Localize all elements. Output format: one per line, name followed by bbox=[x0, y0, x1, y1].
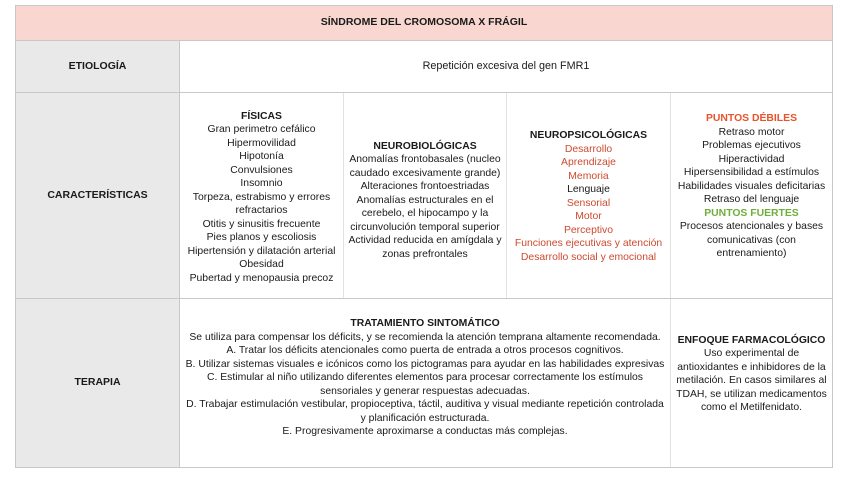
tratamiento-lines bbox=[186, 331, 665, 439]
neuropsicologicas-item: Memoria bbox=[568, 170, 609, 182]
tratamiento-line: C. Estimular al niño utilizando diferentes elementos para procesar correctamente los estímulos bbox=[206, 372, 644, 384]
tratamiento-line: A. Tratar los déficits atencionales como puerta de entrada a otros procesos cognitivos. bbox=[226, 345, 624, 357]
fisicas-item: Hipotonía bbox=[239, 151, 284, 163]
fisicas-item: Pies planos y escoliosis bbox=[206, 232, 317, 244]
fisicas-item: Insomnio bbox=[240, 178, 283, 190]
neuropsicologicas-item: Funciones ejecutivas y atención bbox=[514, 238, 663, 249]
neurobiologicas-item: cerebelo, el hipocampo y la bbox=[361, 208, 489, 220]
tratamiento-line: y planificación estructurada. bbox=[360, 412, 490, 424]
fisicas-list bbox=[188, 123, 336, 285]
tratamiento-line: B. Utilizar sistemas visuales e icónicos como los pictogramas para ayudar en las habilidades expresivas bbox=[185, 358, 665, 370]
fisicas-item: refractarios bbox=[235, 205, 288, 217]
neurobiologicas-item: zonas prefrontales bbox=[382, 248, 468, 260]
neuropsicologicas-item: Desarrollo bbox=[564, 143, 613, 155]
tratamiento-line: sensoriales y generar respuestas adecuadas. bbox=[320, 385, 530, 397]
fisicas-heading: FÍSICAS bbox=[241, 110, 282, 122]
punto-fuerte-line: comunicativas (con bbox=[707, 234, 796, 246]
puntos-cell bbox=[671, 93, 832, 298]
farmacologico-line: TDAH, se utilizan medicamentos bbox=[676, 388, 827, 400]
neurobiologicas-item: Anomalías frontobasales (nucleo bbox=[349, 154, 501, 166]
neurobiologicas-heading: NEUROBIOLÓGICAS bbox=[373, 140, 477, 152]
fisicas-cell bbox=[180, 93, 343, 298]
tratamiento-line: Se utiliza para compensar los déficits, y se recomienda la atención temprana altamente recomendada. bbox=[189, 331, 661, 343]
punto-debil-item: Problemas ejecutivos bbox=[702, 140, 801, 152]
neuropsicologicas-item: Sensorial bbox=[566, 197, 611, 209]
punto-debil-item: Retraso del lenguaje bbox=[703, 194, 800, 206]
table-title bbox=[16, 6, 832, 41]
farmacologico-line: antioxidantes e inhibidores de la bbox=[677, 361, 826, 373]
neuropsicologicas-cell bbox=[507, 93, 670, 298]
neurobiologicas-item: caudado excesivamente grande) bbox=[349, 167, 501, 179]
terapia-label bbox=[16, 299, 180, 467]
neurobiologicas-item: Actividad reducida en amígdala y bbox=[348, 235, 502, 247]
caracteristicas-label bbox=[16, 93, 180, 298]
fisicas-item: Gran perimetro cefálico bbox=[207, 124, 316, 136]
etiologia-label bbox=[16, 41, 180, 92]
tratamiento-line: E. Progresivamente aproximarse a conductas más complejas. bbox=[282, 426, 568, 438]
punto-debil-item: Hipersensibilidad a estímulos bbox=[683, 167, 820, 179]
puntos-debiles-list bbox=[678, 126, 825, 207]
punto-debil-item: Retraso motor bbox=[718, 126, 785, 138]
etiologia-value-text: Repetición excesiva del gen FMR1 bbox=[422, 59, 590, 72]
neuropsicologicas-item: Lenguaje bbox=[567, 184, 610, 195]
farmacologico-heading: ENFOQUE FARMACOLÓGICO bbox=[677, 334, 826, 346]
punto-debil-item: Habilidades visuales deficitarias bbox=[677, 180, 826, 192]
neuropsicologicas-list bbox=[515, 143, 662, 265]
table-title-text: SÍNDROME DEL CROMOSOMA X FRÁGIL bbox=[320, 16, 528, 29]
fisicas-item: Otitis y sinusitis frecuente bbox=[202, 218, 321, 230]
etiologia-label-text: ETIOLOGÍA bbox=[68, 59, 127, 72]
fisicas-item: Convulsiones bbox=[230, 164, 293, 176]
punto-debil-item: Hiperactividad bbox=[718, 153, 785, 165]
puntos-fuertes-list bbox=[680, 220, 823, 261]
neuropsicologicas-item: Aprendizaje bbox=[561, 157, 616, 168]
fisicas-item: Hipermovilidad bbox=[227, 137, 296, 149]
neurobiologicas-list bbox=[348, 153, 501, 261]
neurobiologicas-item: Alteraciones frontoestriadas bbox=[360, 181, 490, 193]
farmacologico-line: Uso experimental de bbox=[703, 348, 800, 359]
neurobiologicas-item: circunvolución temporal superior bbox=[350, 221, 500, 233]
fisicas-item: Hipertensión y dilatación arterial bbox=[187, 245, 336, 257]
punto-fuerte-line: entrenamiento) bbox=[716, 248, 787, 260]
fisicas-item: Pubertad y menopausia precoz bbox=[189, 272, 334, 284]
fisicas-item: Torpeza, estrabismo y errores bbox=[192, 191, 331, 203]
caracteristicas-label-text: CARACTERÍSTICAS bbox=[47, 188, 148, 201]
syndrome-table bbox=[15, 5, 833, 468]
neuropsicologicas-item: Desarrollo social y emocional bbox=[520, 251, 657, 263]
tratamiento-heading: TRATAMIENTO SINTOMÁTICO bbox=[350, 318, 500, 330]
neurobiologicas-item: Anomalías estructurales en el bbox=[356, 194, 494, 206]
etiologia-value bbox=[180, 41, 832, 92]
farmacologico-line: metilación. En casos similares al bbox=[676, 375, 827, 386]
enfoque-farmacologico-cell bbox=[671, 299, 832, 467]
neuropsicologicas-item: Perceptivo bbox=[563, 224, 614, 236]
puntos-debiles-heading: PUNTOS DÉBILES bbox=[705, 113, 798, 125]
tratamiento-line: D. Trabajar estimulación vestibular, propioceptiva, táctil, auditiva y visual mediante repetición controlada bbox=[186, 399, 664, 411]
neuropsicologicas-item: Motor bbox=[575, 211, 602, 222]
neurobiologicas-cell bbox=[344, 93, 506, 298]
neuropsicologicas-heading: NEUROPSICOLÓGICAS bbox=[529, 130, 648, 141]
tratamiento-sintomatico-cell bbox=[180, 299, 670, 467]
farmacologico-line: como el Metilfenidato. bbox=[700, 402, 803, 413]
punto-fuerte-line: Procesos atencionales y bases bbox=[679, 221, 824, 233]
farmacologico-lines bbox=[676, 347, 827, 415]
puntos-fuertes-heading: PUNTOS FUERTES bbox=[704, 207, 799, 219]
terapia-label-text: TERAPIA bbox=[74, 376, 121, 389]
fisicas-item: Obesidad bbox=[239, 259, 284, 271]
